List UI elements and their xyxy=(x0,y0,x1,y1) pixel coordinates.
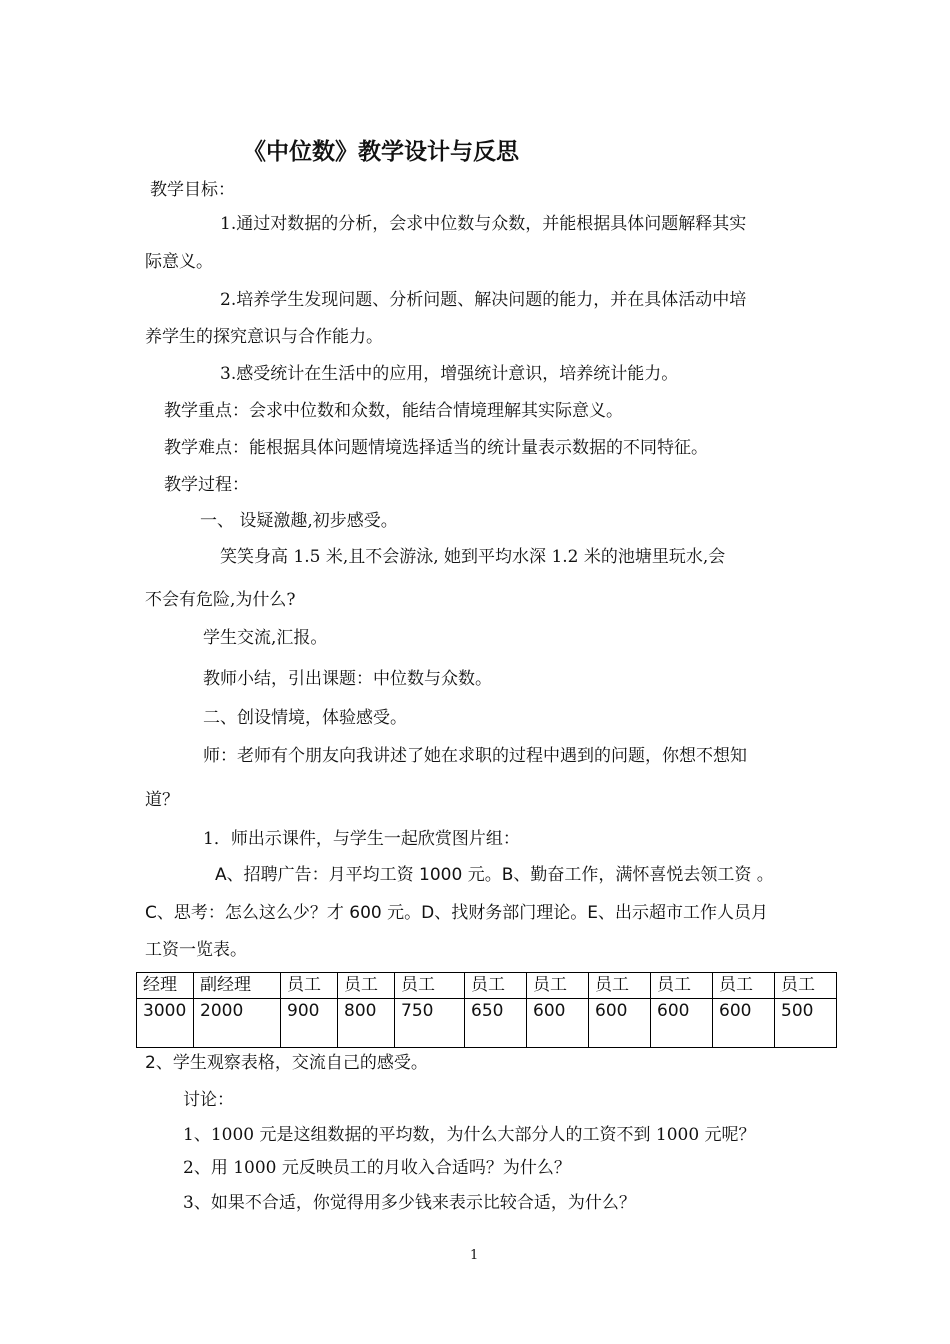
goal-2-line-2: 养学生的探究意识与合作能力。 xyxy=(145,327,383,347)
table-value-cell: 600 xyxy=(527,999,589,1048)
process-heading: 教学过程： xyxy=(164,475,249,495)
goal-1-line-2: 际意义。 xyxy=(145,252,213,272)
salary-table-value-row xyxy=(137,999,837,1048)
table-header-cell: 员工 xyxy=(713,973,775,999)
picture-group-line-2: C、思考：怎么这么少？才 600 元。D、找财务部门理论。E、出示超市工作人员月 xyxy=(145,903,768,923)
table-value-cell: 3000 xyxy=(137,999,194,1048)
table-value-cell: 600 xyxy=(589,999,651,1048)
goal-3: 3.感受统计在生活中的应用，增强统计意识，培养统计能力。 xyxy=(220,364,679,384)
teaching-difficulty: 教学难点：能根据具体问题情境选择适当的统计量表示数据的不同特征。 xyxy=(164,438,708,458)
picture-group-line-3: 工资一览表。 xyxy=(145,940,247,960)
teaching-focus: 教学重点：会求中位数和众数，能结合情境理解其实际意义。 xyxy=(164,401,623,421)
discussion-question-2: 2、用 1000 元反映员工的月收入合适吗？为什么？ xyxy=(183,1158,571,1178)
section-1-heading: 一、 设疑激趣,初步感受。 xyxy=(200,511,398,531)
teacher-summary: 教师小结，引出课题：中位数与众数。 xyxy=(203,669,492,689)
document-title: 《中位数》教学设计与反思 xyxy=(243,139,519,165)
page-number: 1 xyxy=(470,1248,479,1263)
problem-line-1: 笑笑身高 1.5 米,且不会游泳, 她到平均水深 1.2 米的池塘里玩水,会 xyxy=(220,547,726,567)
goals-heading: 教学目标： xyxy=(150,180,235,200)
observe-table: 2、学生观察表格，交流自己的感受。 xyxy=(145,1053,428,1073)
table-header-cell: 副经理 xyxy=(194,973,281,999)
table-value-cell: 600 xyxy=(713,999,775,1048)
salary-table-header-row xyxy=(137,973,837,999)
table-value-cell: 800 xyxy=(338,999,395,1048)
table-header-cell: 员工 xyxy=(395,973,465,999)
table-value-cell: 650 xyxy=(465,999,527,1048)
table-value-cell: 2000 xyxy=(194,999,281,1048)
goal-2-line-1: 2.培养学生发现问题、分析问题、解决问题的能力，并在具体活动中培 xyxy=(220,290,747,310)
table-value-cell: 500 xyxy=(775,999,837,1048)
teacher-question-line-1: 师：老师有个朋友向我讲述了她在求职的过程中遇到的问题，你想不想知 xyxy=(203,746,747,766)
section-2-heading: 二、创设情境，体验感受。 xyxy=(203,708,407,728)
table-header-cell: 员工 xyxy=(465,973,527,999)
table-header-cell: 员工 xyxy=(281,973,338,999)
goal-1-line-1: 1.通过对数据的分析，会求中位数与众数，并能根据具体问题解释其实 xyxy=(220,214,747,234)
table-header-cell: 员工 xyxy=(775,973,837,999)
table-value-cell: 750 xyxy=(395,999,465,1048)
courseware-step: 1．师出示课件，与学生一起欣赏图片组： xyxy=(203,829,520,849)
salary-table xyxy=(136,972,837,1048)
discussion-heading: 讨论： xyxy=(183,1090,234,1110)
table-header-cell: 经理 xyxy=(137,973,194,999)
problem-line-2: 不会有危险,为什么? xyxy=(145,590,296,610)
discussion-question-3: 3、如果不合适，你觉得用多少钱来表示比较合适，为什么？ xyxy=(183,1193,636,1213)
table-header-cell: 员工 xyxy=(338,973,395,999)
student-report: 学生交流,汇报。 xyxy=(203,628,328,648)
teacher-question-line-2: 道？ xyxy=(145,790,179,810)
picture-group-line-1: A、招聘广告：月平均工资 1000 元。B、勤奋工作，满怀喜悦去领工资 。 xyxy=(215,865,774,885)
table-header-cell: 员工 xyxy=(589,973,651,999)
table-header-cell: 员工 xyxy=(527,973,589,999)
table-header-cell: 员工 xyxy=(651,973,713,999)
discussion-question-1: 1、1000 元是这组数据的平均数，为什么大部分人的工资不到 1000 元呢？ xyxy=(183,1125,756,1145)
table-value-cell: 600 xyxy=(651,999,713,1048)
table-value-cell: 900 xyxy=(281,999,338,1048)
